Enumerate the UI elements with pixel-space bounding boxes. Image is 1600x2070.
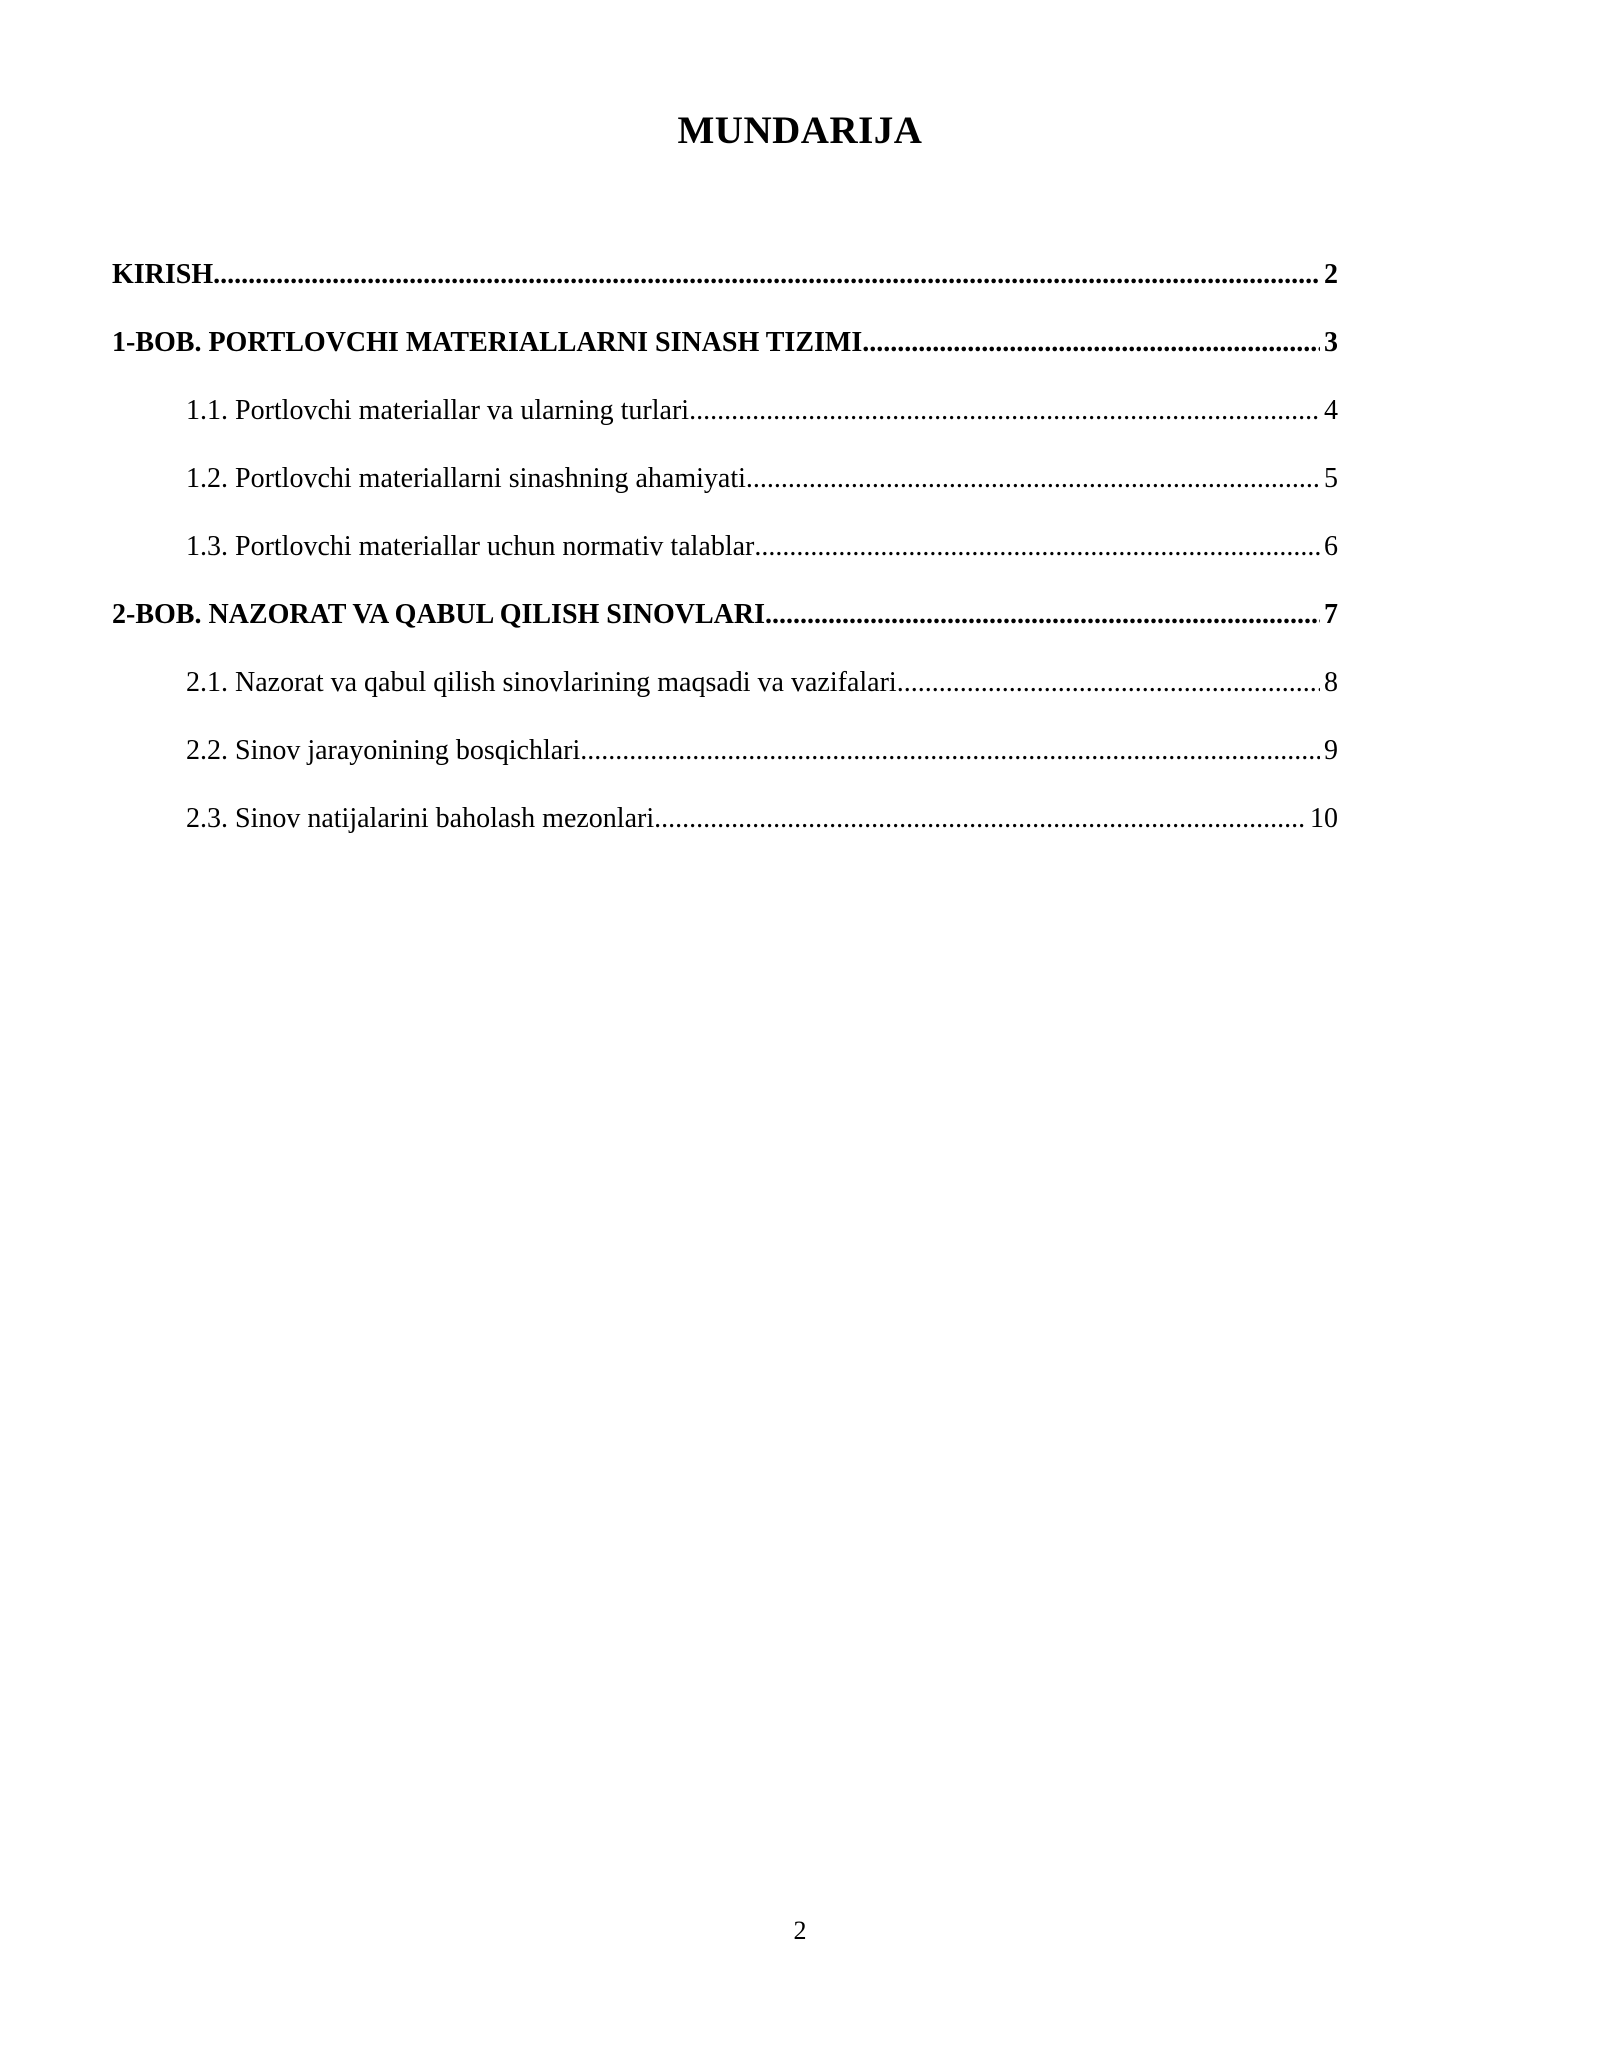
toc-entry-section-1-1[interactable] [112,386,1338,454]
toc-dot-leader [689,394,1320,428]
toc-dot-leader [754,530,1320,564]
toc-entry-title: 2.2. Sinov jarayonining bosqichlari [186,735,581,766]
toc-entry-page: 4 [1324,395,1338,426]
toc-entry-kirish[interactable] [112,250,1338,318]
toc-entry-title: 2-BOB. NAZORAT VA QABUL QILISH SINOVLARI [112,599,765,630]
toc-entry-page: 8 [1324,667,1338,698]
toc-entry-section-1-2[interactable] [112,454,1338,522]
toc-entry-section-2-3[interactable] [112,794,1338,862]
toc-entry-section-1-3[interactable] [112,522,1338,590]
toc-dot-leader [654,802,1306,836]
toc-entry-page: 2 [1324,259,1338,290]
toc-dot-leader [746,462,1320,496]
toc-entry-page: 9 [1324,735,1338,766]
toc-entry-title: KIRISH [112,259,214,290]
toc-entry-page: 7 [1324,599,1338,630]
toc-dot-leader [862,326,1320,360]
toc-entry-chapter-1[interactable] [112,318,1338,386]
toc-entry-title: 2.3. Sinov natijalarini baholash mezonlari [186,803,655,834]
toc-entry-title: 1.2. Portlovchi materiallarni sinashning ahamiyati [186,463,746,494]
toc-entry-page: 3 [1324,327,1338,358]
toc-entry-page: 5 [1324,463,1338,494]
table-of-contents [112,250,1338,862]
toc-entry-title: 1.3. Portlovchi materiallar uchun normativ talablar [186,531,755,562]
toc-entry-section-2-1[interactable] [112,658,1338,726]
toc-dot-leader [765,598,1320,632]
toc-entry-page: 6 [1324,531,1338,562]
toc-entry-chapter-2[interactable] [112,590,1338,658]
toc-dot-leader [580,734,1320,768]
page-title: MUNDARIJA [677,109,923,152]
page-number: 2 [793,1916,807,1945]
toc-entry-title: 2.1. Nazorat va qabul qilish sinovlarining maqsadi va vazifalari [186,667,897,698]
toc-entry-title: 1-BOB. PORTLOVCHI MATERIALLARNI SINASH TIZIMI [112,327,863,358]
toc-dot-leader [213,258,1320,292]
toc-entry-title: 1.1. Portlovchi materiallar va ularning turlari [186,395,690,426]
toc-entry-page: 10 [1310,803,1338,834]
toc-entry-section-2-2[interactable] [112,726,1338,794]
toc-dot-leader [897,666,1320,700]
